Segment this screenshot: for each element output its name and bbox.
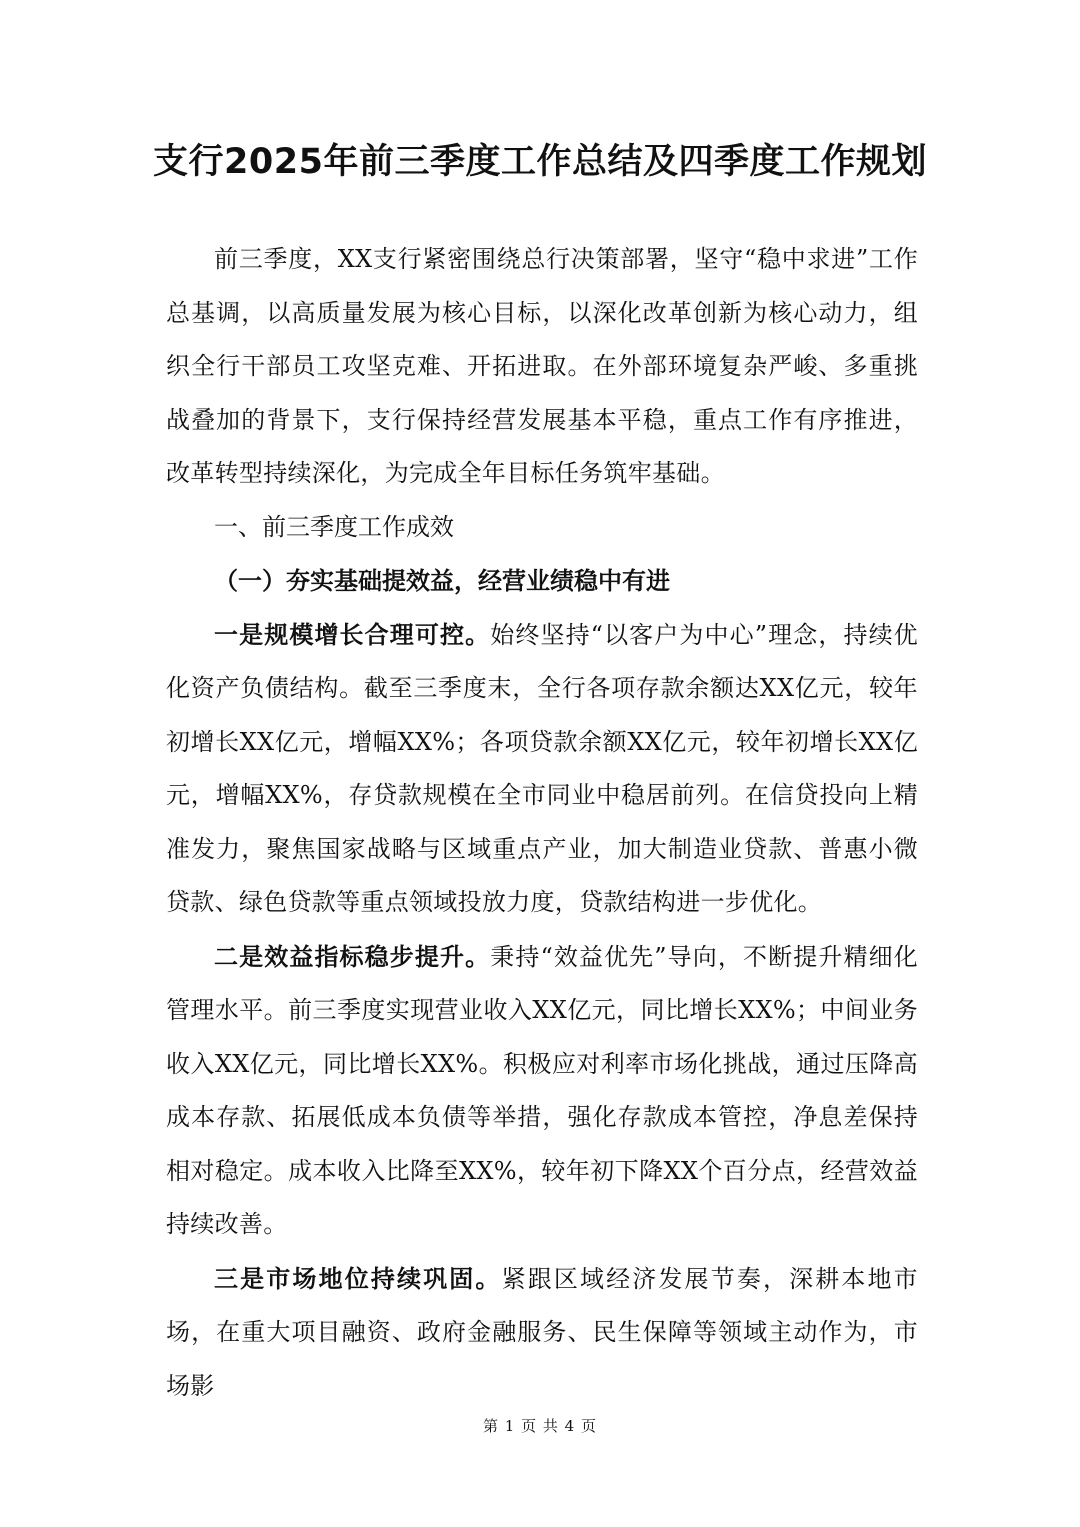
point-paragraph-2 (166, 930, 918, 1252)
document-body (166, 233, 918, 1413)
point-text-3: 紧跟区域经济发展节奏，深耕本地市场，在重大项目融资、政府金融服务、民生保障等领域主动作为，市场影 (166, 1264, 918, 1400)
subsection-heading: （一）夯实基础提效益，经营业绩稳中有进 (214, 566, 670, 595)
page-footer: 第 1 页 共 4 页 (483, 1417, 597, 1435)
point-paragraph-3 (166, 1252, 918, 1414)
point-lead-2: 二是效益指标稳步提升。 (214, 941, 491, 971)
point-paragraph-1 (166, 608, 918, 930)
point-text-1: 始终坚持“以客户为中心”理念，持续优化资产负债结构。截至三季度末，全行各项存款余额达XX亿元，较年初增长XX亿元，增幅XX%；各项贷款余额XX亿元，较年初增长XX亿元，增幅XX%，存贷款规模在全市同业中稳居前列。在信贷投向上精准发力，聚焦国家战略与区域重点产业，加大制造业贷款、普惠小微贷款、绿色贷款等重点领域投放力度，贷款结构进一步优化。 (166, 620, 918, 916)
point-text-2: 秉持“效益优先”导向，不断提升精细化管理水平。前三季度实现营业收入XX亿元，同比增长XX%；中间业务收入XX亿元，同比增长XX%。积极应对利率市场化挑战，通过压降高成本存款、拓展低成本负债等举措，强化存款成本管控，净息差保持相对稳定。成本收入比降至XX%，较年初下降XX个百分点，经营效益持续改善。 (166, 942, 918, 1238)
point-lead-3: 三是市场地位持续巩固。 (214, 1263, 502, 1293)
document-title: 支行2025年前三季度工作总结及四季度工作规划 (153, 142, 927, 182)
point-lead-1: 一是规模增长合理可控。 (214, 619, 491, 649)
intro-paragraph: 前三季度，XX支行紧密围绕总行决策部署，坚守“稳中求进”工作总基调，以高质量发展为核心目标，以深化改革创新为核心动力，组织全行干部员工攻坚克难、开拓进取。在外部环境复杂严峻、多重挑战叠加的背景下，支行保持经营发展基本平稳，重点工作有序推进，改革转型持续深化，为完成全年目标任务筑牢基础。 (166, 245, 918, 487)
section-heading: 一、前三季度工作成效 (214, 512, 454, 541)
